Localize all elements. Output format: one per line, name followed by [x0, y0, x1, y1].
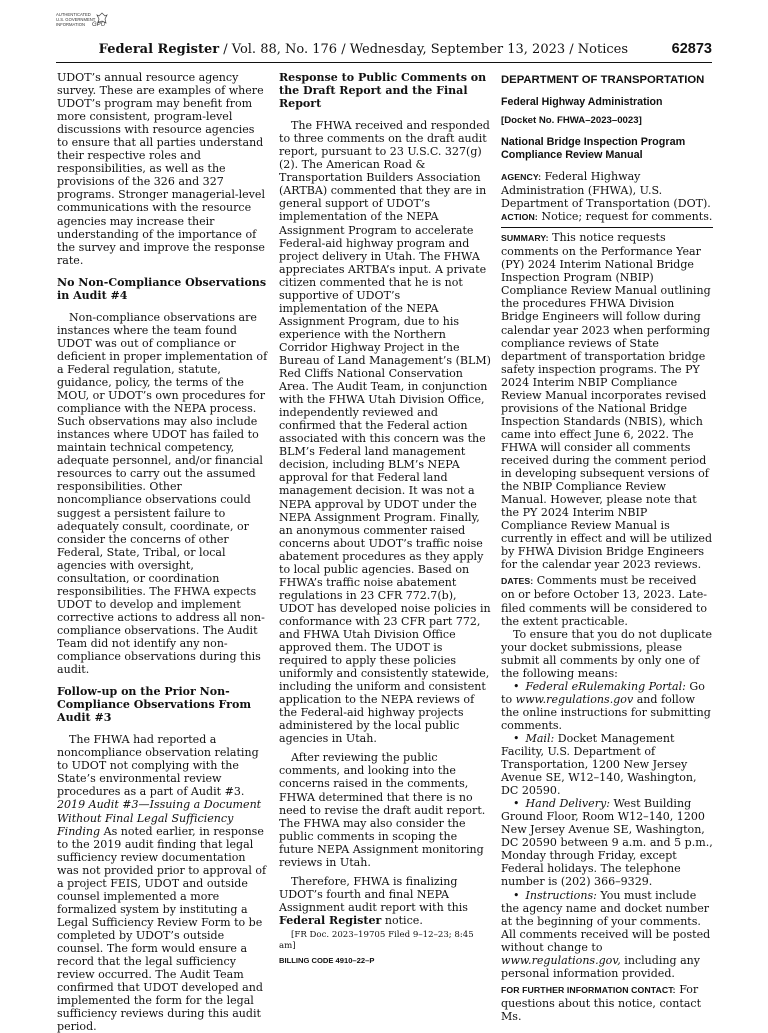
paragraph: Non-compliance observations are instances where the team found UDOT was out of compliance or deficient in proper implementation of a Federal regulation, statute, guidance, policy, the terms of the MOU, or UDOT’s own procedures for compliance with the NEPA process. Such observations may also include instances where UDOT has failed to maintain technical competency, adequate personnel, and/or financial resources to carry out the assumed responsibilities. Other noncompliance observations could suggest a persistent failure to adequately consult, coordinate, or consider the concerns of other Federal, State, Tribal, or local agencies with oversight, consultation, or coordination responsibilities. The FHWA expects UDOT to develop and implement corrective actions to address all non-compliance observations. The Audit Team did not identify any non-compliance observations during this audit. — [57, 310, 268, 677]
text-run: notice. — [381, 913, 423, 927]
paragraph: To ensure that you do not duplicate your docket submissions, please submit all comments by only one of the following means: — [501, 627, 713, 680]
column-3 — [501, 71, 713, 1023]
text-run: Notice; request for comments. — [537, 210, 713, 224]
page-header — [56, 40, 712, 63]
text-run: As noted earlier, in response to the 2019 audit finding that legal sufficiency review documentation was not provided prior to approval of a project FEIS, UDOT and outside counsel implemented a more formalized system by instituting a Legal Sufficiency Review Form to be completed by UDOT’s outside counsel. The form would ensure a record that the legal sufficiency review occurred. The Audit Team confirmed that UDOT developed and implemented the form for the legal sufficiency reviews during this audit period. — [57, 824, 267, 1033]
docket-number: [Docket No. FHWA–2023–0023] — [501, 115, 642, 126]
text-run: Go to — [501, 679, 705, 706]
section-heading: No Non-Compliance Observations in Audit #4 — [57, 275, 267, 302]
text-run: including any personal information provided. — [501, 953, 701, 980]
billing-code: BILLING CODE 4910–22–P — [279, 956, 375, 965]
contact-label: FOR FURTHER INFORMATION CONTACT: — [501, 984, 676, 995]
text-run: Docket Management Facility, U.S. Department of Transportation, 1200 New Jersey Avenue SE, W12–140, Washington, DC 20590. — [501, 731, 697, 798]
text-run: and follow the online instructions for submitting comments. — [501, 692, 711, 732]
paragraph — [279, 875, 491, 927]
section-heading: Follow-up on the Prior Non-Compliance Observations From Audit #3 — [57, 685, 252, 725]
publication-name: Federal Register — [98, 42, 220, 57]
paragraph: After reviewing the public comments, and looking into the concerns raised in the comments, FHWA determined that there is no need to revise the draft audit report. The FHWA may also consider the public comments in scoping the future NEPA Assignment monitoring reviews in Utah. — [279, 751, 486, 869]
department-heading: DEPARTMENT OF TRANSPORTATION — [501, 74, 705, 86]
agency-label: AGENCY: — [501, 172, 542, 182]
text-run: For questions about this notice, contact Ms. — [501, 982, 702, 1023]
text-run: This notice requests comments on the Performance Year (PY) 2024 Interim National Bridge Inspection Program (NBIP) Compliance Review Manual outlining the procedures FHWA Division Bridge Engineers will follow during calendar year 2023 when performing compliance reviews of State department of transportation bridge safety inspection programs. The PY 2024 Interim NBIP Compliance Review Manual incorporates revised provisions of the National Bridge Inspection Standards (NBIS), which came into effect June 6, 2022. The FHWA will consider all comments received during the comment period in developing subsequent versions of the NBIP Compliance Review Manual. However, please note that the PY 2024 Interim NBIP Compliance Review Manual is currently in effect and will be utilized by FHWA Division Bridge Engineers for the calendar year 2023 reviews. — [501, 231, 713, 572]
paragraph — [57, 733, 269, 1033]
bold-run: Federal Register — [279, 913, 382, 927]
agency-line — [501, 170, 713, 210]
summary-paragraph — [501, 231, 713, 571]
gpo-authentication-logo — [56, 12, 112, 38]
agency-heading: Federal Highway Administration — [501, 96, 663, 108]
contact-paragraph — [501, 983, 713, 1023]
column-1 — [57, 71, 269, 1033]
dates-label: DATES: — [501, 576, 534, 587]
dates-paragraph — [501, 574, 713, 627]
fr-doc-line: [FR Doc. 2023–19705 Filed 9–12–23; 8:45 am] — [279, 930, 474, 951]
italic-title: 2019 Audit #3—Issuing a Document Without Final Legal Sufficiency Finding — [57, 798, 262, 838]
action-label: ACTION: — [501, 212, 538, 223]
column-2 — [279, 71, 491, 966]
page-number: 62873 — [671, 41, 712, 57]
text-run: West Building Ground Floor, Room W12–140, 1200 New Jersey Avenue SE, Washington, DC 20590 between 9 a.m. and 5 p.m., Monday through Friday, except Federal holidays. The telephone number is (202) 366–9329. — [501, 797, 713, 889]
action-line — [501, 210, 713, 224]
issue-info: / Vol. 88, No. 176 / Wednesday, September 13, 2023 / Notices — [219, 42, 628, 57]
text-run: Therefore, FHWA is finalizing UDOT’s fourth and final NEPA Assignment audit report with this — [279, 874, 468, 914]
bullet-icon: • — [513, 888, 520, 902]
text-run: Comments must be received on or before October 13, 2023. Late-filed comments will be considered to the extent practicable. — [501, 574, 708, 628]
list-item — [501, 889, 713, 980]
list-item — [501, 797, 713, 888]
summary-label: SUMMARY: — [501, 233, 549, 244]
paragraph: UDOT’s annual resource agency survey. These are examples of where UDOT’s program may benefit from more consistent, program-level discussions with resource agencies to ensure that all parties understand their respective roles and responsibilities, as well as the provisions of the 326 and 327 programs. Stronger managerial-level communications with the resource agencies may increase their understanding of the importance of the survey and improve the response rate. — [57, 71, 265, 267]
list-item — [501, 732, 713, 797]
section-heading: Response to Public Comments on the Draft Report and the Final Report — [279, 71, 487, 111]
item-label: Federal eRulemaking Portal: — [525, 679, 686, 693]
item-label: Instructions: — [525, 888, 597, 902]
item-label: Mail: — [525, 731, 555, 745]
notice-title: National Bridge Inspection Program Compliance Review Manual — [501, 136, 686, 161]
list-item — [501, 680, 713, 732]
item-label: Hand Delivery: — [525, 797, 610, 811]
regulations-link[interactable]: www.regulations.gov — [515, 692, 634, 706]
text-run: The FHWA had reported a noncompliance observation relating to UDOT not complying with the State’s environmental review procedures as a part of Audit #3. — [57, 733, 259, 799]
bullet-icon: • — [513, 797, 520, 811]
text-run: You must include the agency name and docket number at the beginning of your comments. All comments received will be posted without change to — [501, 888, 711, 954]
logo-text: AUTHENTICATED U.S. GOVERNMENT INFORMATION — [56, 12, 96, 27]
logo-gpo-label: GPO — [92, 22, 106, 28]
text-run: Federal Highway Administration (FHWA), U.S. Department of Transportation (DOT). — [501, 170, 711, 211]
bullet-icon: • — [513, 679, 520, 693]
paragraph: The FHWA received and responded to three comments on the draft audit report, pursuant to 23 U.S.C. 327(g)(2). The American Road & Transportation Builders Association (ARTBA) commented that they are in general support of UDOT’s implementation of the NEPA Assignment Program to accelerate Federal-aid highway program and project delivery in Utah. The FHWA appreciates ARTBA’s input. A private citizen commented that he is not supportive of UDOT’s implementation of the NEPA Assignment Program, due to his experience with the Northern Corridor Highway Project in the Bureau of Land Management’s (BLM) Red Cliffs National Conservation Area. The Audit Team, in conjunction with the FHWA Utah Division Office, independently reviewed and confirmed that the Federal action associated with this concern was the BLM’s Federal land management decision, including BLM’s NEPA approval for that Federal land management decision. It was not a NEPA approval by UDOT under the NEPA Assignment Program. Finally, an anonymous commenter raised concerns about UDOT’s traffic noise abatement procedures as they apply to local public agencies. Based on FHWA’s traffic noise abatement regulations in 23 CFR 772.7(b), UDOT has developed noise policies in conformance with 23 CFR part 772, and FHWA Utah Division Office approved them. The UDOT is required to apply these policies uniformly and consistently statewide, including the uniform and consistent application to the NEPA reviews of the Federal-aid highway projects administered by the local public agencies in Utah. — [279, 119, 491, 746]
submission-methods-list — [501, 680, 713, 980]
divider — [501, 227, 713, 228]
header-citation — [99, 42, 628, 57]
regulations-link[interactable]: www.regulations.gov, — [501, 953, 621, 967]
bullet-icon: • — [513, 731, 520, 745]
